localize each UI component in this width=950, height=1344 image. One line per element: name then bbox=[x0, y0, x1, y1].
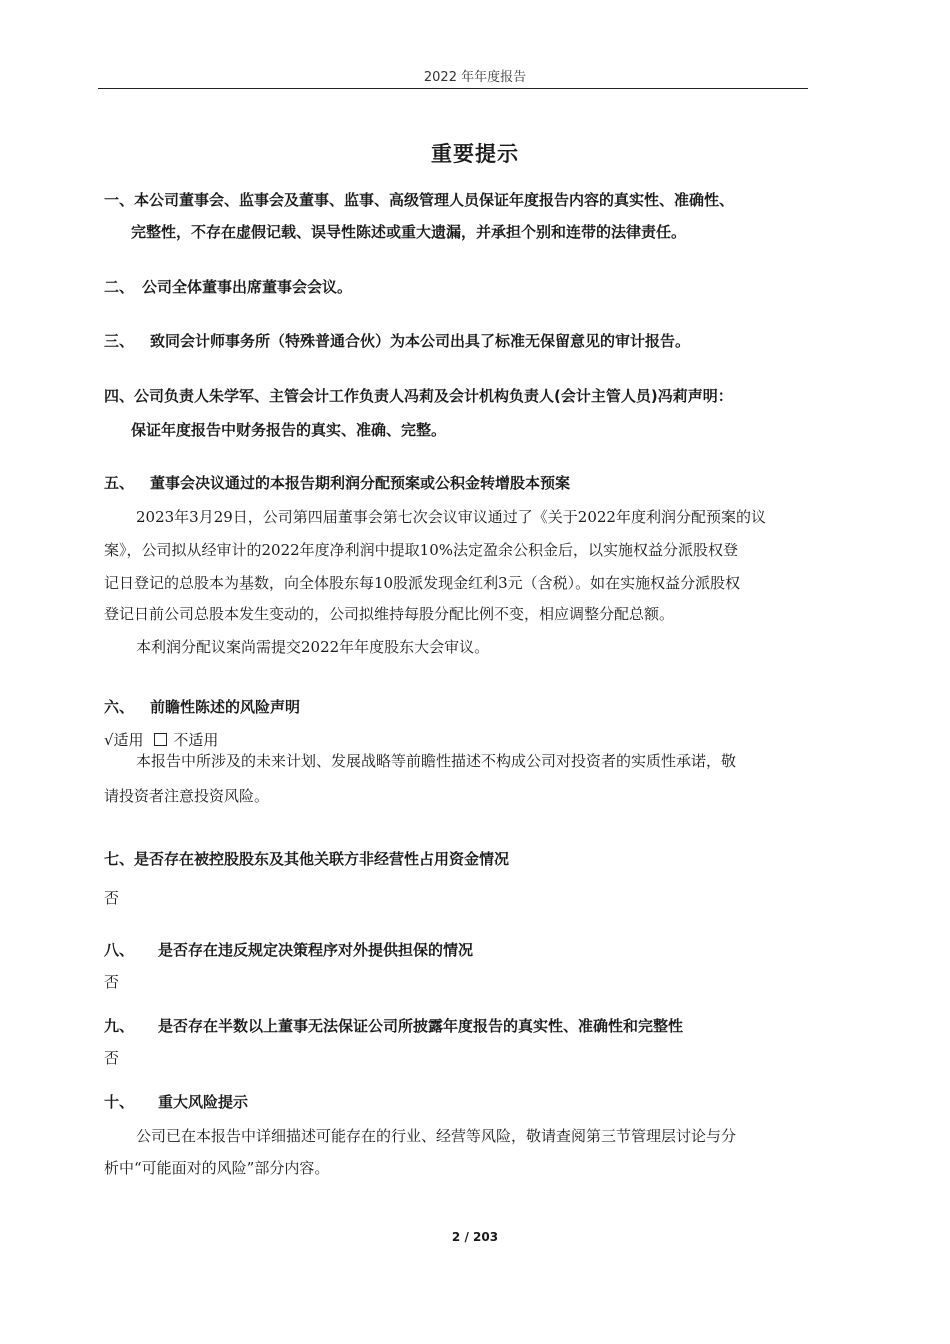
item-5-para1-line4: 登记日前公司总股本发生变动的，公司拟维持每股分配比例不变，相应调整分配总额。 bbox=[104, 605, 675, 623]
item-5-para1-line1: 2023年3月29日，公司第四届董事会第七次会议审议通过了《关于2022年度利润分配预案的议 bbox=[136, 508, 766, 526]
item-6-para-line1: 本报告中所涉及的未来计划、发展战略等前瞻性描述不构成公司对投资者的实质性承诺，敬 bbox=[136, 752, 737, 770]
item-9-answer: 否 bbox=[104, 1049, 120, 1067]
item-2-number: 二、 bbox=[104, 278, 135, 296]
item-3 bbox=[104, 331, 690, 351]
applicability-checkbox-row bbox=[104, 730, 230, 750]
item-8-answer: 否 bbox=[104, 973, 120, 991]
item-4-text: 公司负责人朱学军、主管会计工作负责人冯莉及会计机构负责人(会计主管人员)冯莉声明： bbox=[134, 387, 733, 405]
item-7-answer: 否 bbox=[104, 889, 120, 907]
item-10-para-line1: 公司已在本报告中详细描述可能存在的行业、经营等风险，敬请查阅第三节管理层讨论与分 bbox=[136, 1127, 737, 1145]
item-4-line1 bbox=[104, 386, 733, 406]
item-9-heading-text: 是否存在半数以上董事无法保证公司所披露年度报告的真实性、准确性和完整性 bbox=[158, 1017, 684, 1035]
item-5-para2: 本利润分配议案尚需提交2022年年度股东大会审议。 bbox=[136, 638, 490, 656]
item-2 bbox=[104, 277, 352, 297]
empty-checkbox-icon bbox=[154, 733, 167, 746]
item-3-text: 致同会计师事务所（特殊普通合伙）为本公司出具了标准无保留意见的审计报告。 bbox=[150, 332, 691, 350]
item-1-text: 本公司董事会、监事会及董事、监事、高级管理人员保证年度报告内容的真实性、准确性、 bbox=[134, 191, 735, 209]
item-10-heading-text: 重大风险提示 bbox=[158, 1093, 249, 1111]
page-number: 2 / 203 bbox=[451, 1230, 499, 1244]
item-5-heading-text: 董事会决议通过的本报告期利润分配预案或公积金转增股本预案 bbox=[150, 474, 571, 492]
item-7-heading bbox=[104, 849, 509, 869]
item-6-heading-text: 前瞻性陈述的风险声明 bbox=[150, 698, 301, 716]
item-10-para-line2: 析中“可能面对的风险”部分内容。 bbox=[104, 1159, 330, 1177]
item-1-line2: 完整性，不存在虚假记载、误导性陈述或重大遗漏，并承担个别和连带的法律责任。 bbox=[131, 223, 687, 241]
item-4-line2: 保证年度报告中财务报告的真实、准确、完整。 bbox=[131, 421, 447, 439]
item-9-number: 九、 bbox=[104, 1017, 135, 1035]
item-1-line1 bbox=[104, 190, 734, 210]
item-7-number: 七、 bbox=[104, 850, 135, 868]
item-3-number: 三、 bbox=[104, 332, 135, 350]
item-5-para1-line2: 案》，公司拟从经审计的2022年度净利润中提取10%法定盈余公积金后，以实施权益分派股权登 bbox=[104, 541, 739, 559]
item-7-heading-text: 是否存在被控股股东及其他关联方非经营性占用资金情况 bbox=[134, 850, 510, 868]
item-8-heading bbox=[104, 940, 473, 960]
item-1-number: 一、 bbox=[104, 191, 135, 209]
item-5-para1-line3: 记日登记的总股本为基数，向全体股东每10股派发现金红利3元（含税）。如在实施权益分派股权 bbox=[104, 574, 741, 592]
item-6-number: 六、 bbox=[104, 698, 135, 716]
page-title: 重要提示 bbox=[431, 142, 519, 166]
header-divider bbox=[98, 88, 808, 89]
item-5-number: 五、 bbox=[104, 474, 135, 492]
item-6-para-line2: 请投资者注意投资风险。 bbox=[104, 787, 270, 805]
item-10-number: 十、 bbox=[104, 1093, 135, 1111]
not-applicable-label: 不适用 bbox=[173, 731, 219, 749]
item-10-heading bbox=[104, 1092, 248, 1112]
not-applicable-option bbox=[154, 731, 224, 749]
item-4-number: 四、 bbox=[104, 387, 135, 405]
item-6-heading bbox=[104, 697, 300, 717]
item-8-heading-text: 是否存在违反规定决策程序对外提供担保的情况 bbox=[158, 941, 474, 959]
item-8-number: 八、 bbox=[104, 941, 135, 959]
page-header: 2022 年年度报告 bbox=[423, 70, 527, 85]
item-2-text: 公司全体董事出席董事会会议。 bbox=[142, 278, 353, 296]
applicable-checked-option: √适用 bbox=[104, 731, 144, 749]
item-5-heading bbox=[104, 473, 570, 493]
item-9-heading bbox=[104, 1016, 683, 1036]
